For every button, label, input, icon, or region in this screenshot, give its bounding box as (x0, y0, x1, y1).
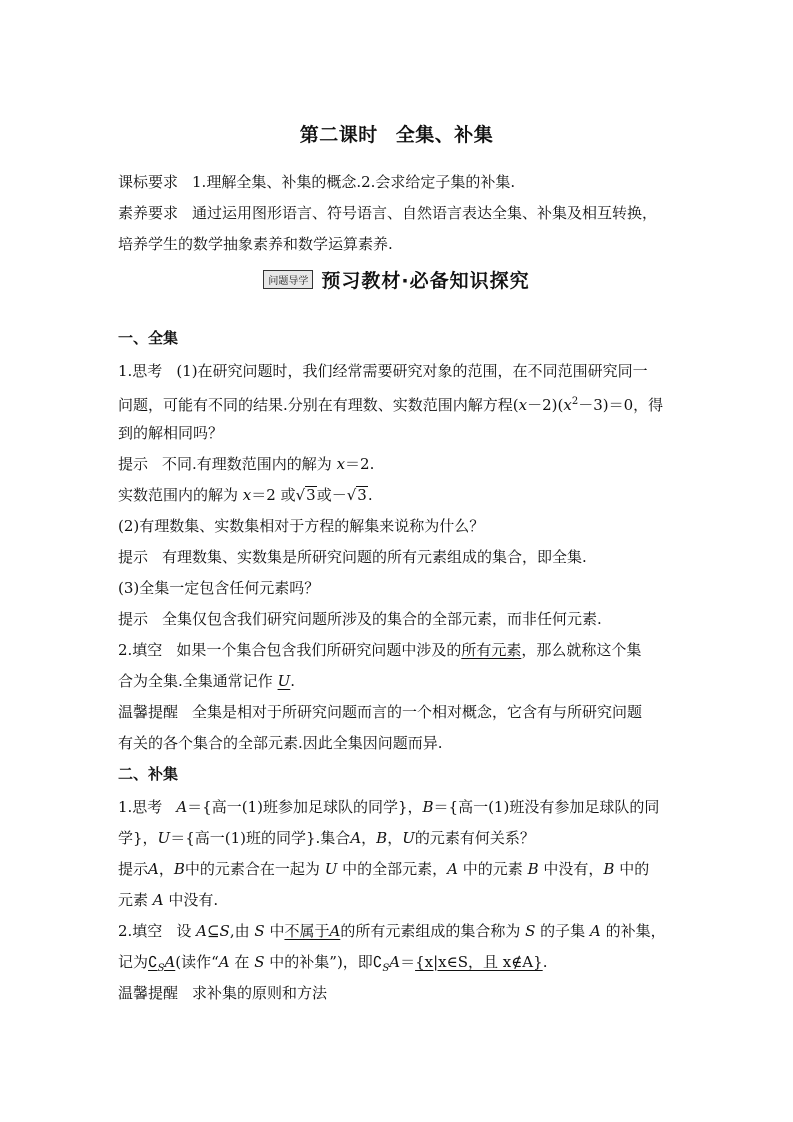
var-A: A (329, 922, 341, 940)
a1c-mid: ＝2 或 (251, 486, 296, 504)
a1c-pre: 实数范围内的解为 (118, 486, 239, 504)
a2-text: 有理数集、实数集是所研究问题的所有元素组成的集合，即全集. (162, 548, 587, 566)
h-p3: 中的元素 (462, 860, 523, 878)
var-A: A (176, 798, 188, 816)
req-text: 1.理解全集、补集的概念.2.会求给定子集的补集. (192, 173, 516, 191)
fill-blank-answer (148, 953, 176, 974)
lit-label: 素养要求 (118, 204, 179, 222)
section-banner (0, 266, 793, 293)
banner-text: 预习教材·必备知识探究 (321, 270, 530, 292)
s1-q1-line1 (118, 361, 678, 381)
blank-text: 不属于 (284, 922, 330, 940)
hint-label: 提示 (118, 860, 149, 878)
sqrt-sign: √ (346, 486, 357, 504)
var-S: S (382, 963, 390, 974)
fill-blank-answer: {x|x∈S，且 x∉A} (415, 953, 543, 971)
s1-tip-line2: 有关的各个集合的全部元素.因此全集因问题而异. (118, 734, 443, 752)
var-x: x (518, 396, 528, 414)
fill-label: 2.填空 (118, 922, 163, 940)
f-p2: 中 (269, 922, 285, 940)
var-A: A (389, 953, 401, 971)
s1-fill-line1 (118, 640, 678, 660)
var-x: x (563, 396, 572, 414)
lit-text-2: 培养学生的数学抽象素养和数学运算素养. (118, 235, 393, 253)
literacy-requirement (118, 203, 678, 223)
var-U: U (402, 829, 415, 847)
h2-end: 中没有. (168, 891, 219, 909)
a3-text: 全集仅包含我们研究问题所涉及的集合的全部元素，而非任何元素. (162, 610, 602, 628)
complement-symbol: ∁ (148, 953, 158, 971)
s2-think-line2 (118, 828, 678, 848)
subset-symbol: ⊆ (206, 922, 220, 940)
var-A: A (218, 953, 230, 971)
fill-blank-answer (284, 922, 340, 940)
f-p4: 的子集 (540, 922, 586, 940)
section1-heading: 一、全集 (118, 329, 179, 347)
a1-end: ＝2. (345, 455, 375, 473)
f2-mid: (读作“ (175, 953, 219, 971)
curriculum-requirement (118, 172, 678, 192)
s1-a1-line1 (118, 454, 678, 474)
var-A: A (196, 922, 207, 940)
var-x: x (336, 455, 346, 473)
banner-badge: 问题导学 (263, 270, 313, 289)
s2-hint-line2 (118, 890, 678, 910)
req-label: 课标要求 (118, 173, 179, 191)
tip-label: 温馨提醒 (118, 703, 179, 721)
hint-label: 提示 (118, 548, 149, 566)
s2-fill-line2 (118, 952, 678, 979)
t2-end: 的元素有何关系？ (414, 829, 535, 847)
lit-text-1: 通过运用图形语言、符号语言、自然语言表达全集、补集及相互转换， (192, 204, 658, 222)
hint-label: 提示 (118, 455, 149, 473)
var-A: A (148, 860, 159, 878)
t2-pre: 学}， (118, 829, 158, 847)
equals: ＝ (400, 953, 416, 971)
q1-mid1: －2)( (527, 396, 564, 414)
var-B: B (603, 860, 615, 878)
h-p2: 中的全部元素， (342, 860, 448, 878)
exponent: 2 (571, 396, 579, 407)
var-A: A (164, 953, 176, 971)
s1-q3: (3)全集一定包含任何元素吗？ (118, 579, 320, 597)
s2-hint-line1 (118, 859, 678, 879)
f-p5: 的补集， (605, 922, 666, 940)
fill-label: 2.填空 (118, 641, 163, 659)
q1-text-2: 问题，可能有不同的结果.分别在有理数、实数范围内解方程( (118, 396, 519, 414)
s1-q1-line3: 到的解相同吗？ (118, 424, 224, 442)
s2-fill-line1 (118, 921, 678, 941)
a1-text: 不同.有理数范围内的解为 (162, 455, 332, 473)
var-B: B (422, 798, 434, 816)
f-p3: 的所有元素组成的集合称为 (340, 922, 521, 940)
f-pre: 设 (176, 922, 192, 940)
s2-think-line1 (118, 797, 678, 817)
s1-fill-line2 (118, 671, 678, 691)
h-p5: 中的 (619, 860, 650, 878)
f-p1: ,由 (229, 922, 250, 940)
think-label: 1.思考 (118, 798, 163, 816)
t2-p1: ＝{高一(1)班的同学}.集合 (170, 829, 351, 847)
f2-m3: 中的补集”)，即∁ (269, 953, 383, 971)
var-U: U (157, 829, 171, 847)
s1-a1-line2 (118, 485, 678, 505)
comma: ， (361, 829, 377, 847)
lesson-title (0, 120, 793, 147)
var-B: B (376, 829, 388, 847)
var-S: S (254, 953, 265, 971)
fill-blank-answer: 所有元素 (461, 641, 522, 659)
s2-tip (118, 983, 678, 1003)
literacy-requirement-cont (118, 234, 678, 254)
fill-blank-answer: U (277, 672, 291, 690)
tip-text-1: 全集是相对于所研究问题而言的一个相对概念，它含有与所研究问题 (192, 703, 643, 721)
var-U: U (324, 860, 338, 878)
h-p4: 中没有， (543, 860, 604, 878)
q1-text-1: (1)在研究问题时，我们经常需要研究对象的范围，在不同范围研究同一 (176, 362, 648, 380)
tip-label: 温馨提醒 (118, 984, 179, 1002)
var-A: A (350, 829, 362, 847)
fill2-end: . (290, 672, 295, 690)
s1-tip-line1 (118, 702, 678, 722)
var-A: A (447, 860, 458, 878)
f2-pre: 记为 (118, 953, 149, 971)
think-label: 1.思考 (118, 362, 163, 380)
var-B: B (527, 860, 539, 878)
s1-a3 (118, 609, 678, 629)
var-A: A (152, 891, 164, 909)
var-x: x (242, 486, 252, 504)
fill-post: ，那么就称这个集 (521, 641, 642, 659)
sqrt-sign: √ (295, 486, 306, 504)
var-A: A (589, 922, 601, 940)
hint-label: 提示 (118, 610, 149, 628)
a1c-or: 或－ (316, 486, 347, 504)
s1-q1-line2 (118, 392, 678, 415)
t-p1: ＝{高一(1)班参加足球队的同学}， (187, 798, 423, 816)
var-S: S (157, 963, 165, 974)
sqrt-value: 3 (357, 486, 367, 504)
fill2-pre: 合为全集.全集通常记作 (118, 672, 273, 690)
f2-end: . (542, 953, 548, 971)
tip-text: 求补集的原则和方法 (192, 984, 328, 1002)
var-B: B (173, 860, 185, 878)
var-S: S (219, 922, 230, 940)
title-part2: 全集、补集 (395, 124, 494, 146)
t-p2: ＝{高一(1)班没有参加足球队的同 (433, 798, 660, 816)
h-p1: 中的元素合在一起为 (184, 860, 320, 878)
h2-pre: 元素 (118, 891, 149, 909)
s1-a2 (118, 547, 678, 567)
a1c-end: . (367, 486, 373, 504)
q1-mid2: －3)＝0，得 (578, 396, 664, 414)
comma: ， (158, 860, 174, 878)
fill-pre: 如果一个集合包含我们所研究问题中涉及的 (176, 641, 462, 659)
s1-q2: (2)有理数集、实数集相对于方程的解集来说称为什么？ (118, 517, 485, 535)
sqrt-value: 3 (306, 486, 316, 504)
section2-heading: 二、补集 (118, 765, 179, 783)
title-part1: 第二课时 (299, 124, 378, 146)
var-S: S (525, 922, 536, 940)
comma: ， (387, 829, 403, 847)
f2-m2: 在 (234, 953, 250, 971)
var-S: S (254, 922, 265, 940)
